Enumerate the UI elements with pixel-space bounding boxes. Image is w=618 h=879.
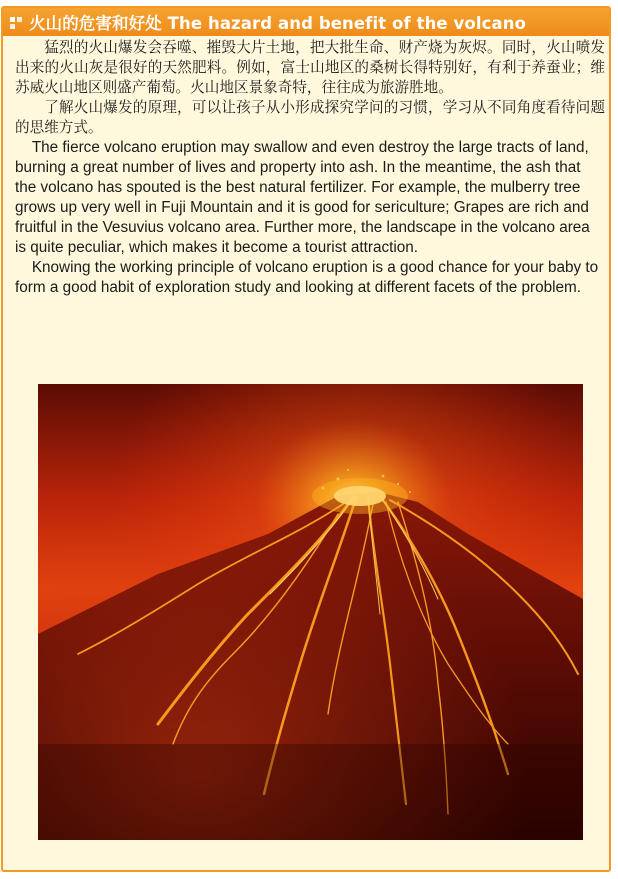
paragraph-en-2: Knowing the working principle of volcano eruption is a good chance for your baby to form a good habit of exploration study and looking at different facets of the problem. bbox=[15, 259, 599, 296]
article-body bbox=[15, 38, 605, 298]
volcano-photo bbox=[38, 384, 583, 840]
info-card bbox=[1, 6, 611, 872]
paragraph-zh-2: 了解火山爆发的原理，可以让孩子从小形成探究学问的习惯，学习从不同角度看待问题的思维方式。 bbox=[15, 99, 605, 136]
square-bullet-icon bbox=[9, 15, 23, 29]
card-header bbox=[3, 8, 609, 36]
card-title: 火山的危害和好处 The hazard and benefit of the volcano bbox=[29, 14, 527, 33]
paragraph-zh-1: 猛烈的火山爆发会吞噬、摧毁大片土地，把大批生命、财产烧为灰烬。同时，火山喷发出来的火山灰是很好的天然肥料。例如，富士山地区的桑树长得特别好，有利于养蚕业；维苏威火山地区则盛产葡萄。火山地区景象奇特，往往成为旅游胜地。 bbox=[15, 39, 605, 96]
paragraph-en-1: The fierce volcano eruption may swallow and even destroy the large tracts of land, burning a great number of lives and property into ash. In the meantime, the ash that the volcano has spouted is the best natural fertilizer. For example, the mulberry tree grows up very well in Fuji Mountain and it is good for sericulture; Grapes are rich and fruitful in the Vesuvius volcano area. Further more, the landscape in the volcano area is quite peculiar, which makes it become a tourist attraction. bbox=[15, 139, 590, 256]
